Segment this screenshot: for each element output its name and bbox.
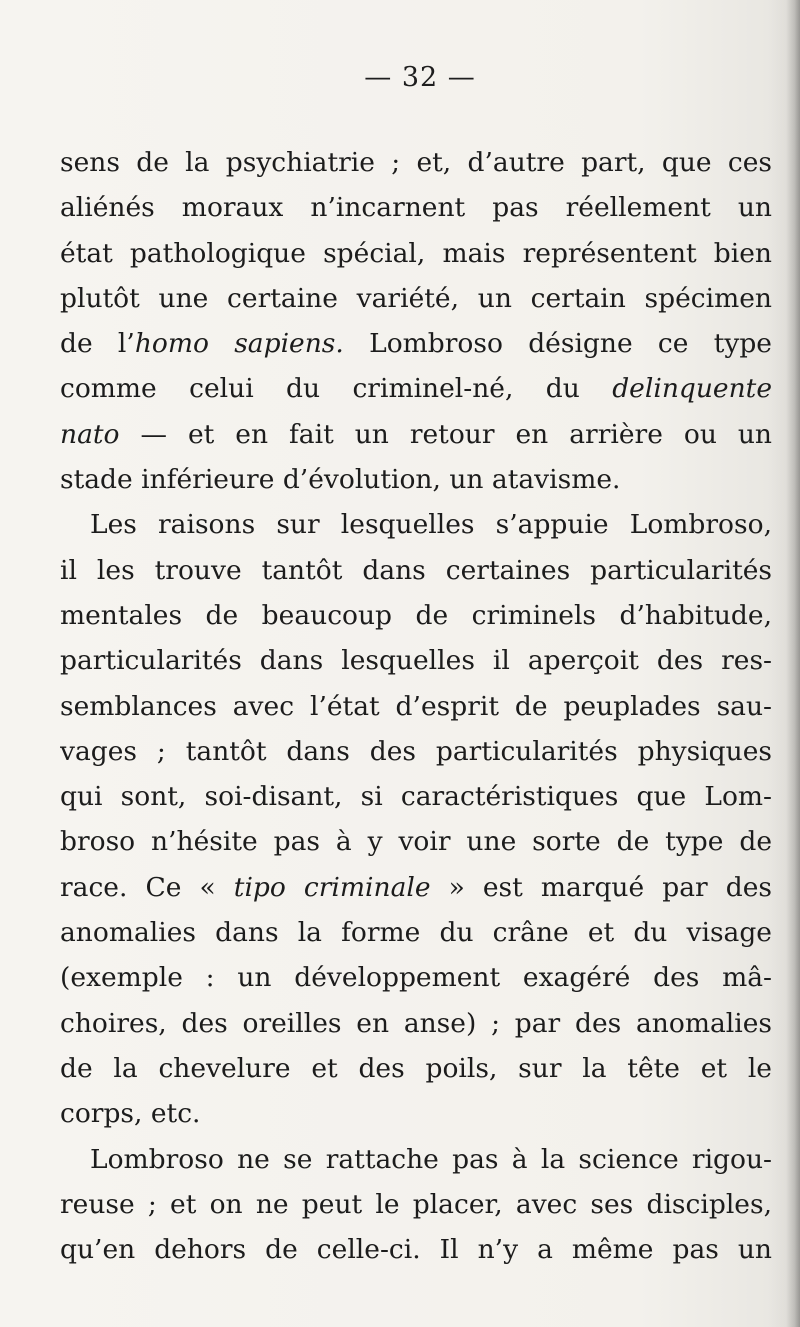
text-line: choires, des oreilles en anse) ; par des anomalies (60, 1007, 772, 1039)
page-number: — 32 — (364, 62, 476, 93)
text-line: race. Ce « tipo criminale » est marqué par des (60, 871, 772, 903)
text-line: anomalies dans la forme du crâne et du visage (60, 917, 772, 949)
text-line: particularités dans lesquelles il aperçoit des res- (60, 645, 772, 677)
text-line: aliénés moraux n’incarnent pas réellement un (60, 192, 772, 224)
text-line: comme celui du criminel-né, du delinquente (60, 373, 772, 405)
text-line: de la chevelure et des poils, sur la tête et le (60, 1052, 772, 1084)
body-text (60, 140, 772, 1272)
text-line: sens de la psychiatrie ; et, d’autre part, que ces (60, 147, 772, 178)
italic-term: delinquente (612, 373, 772, 405)
text-line: plutôt une certaine variété, un certain spécimen (60, 282, 772, 314)
italic-term: tipo criminale (233, 871, 431, 903)
italic-term: homo sapiens. (134, 328, 344, 360)
text-line: semblances avec l’état d’esprit de peuplades sau- (60, 690, 772, 722)
text-line: Lombroso ne se rattache pas à la science rigou- (90, 1143, 772, 1175)
text-line: Les raisons sur lesquelles s’appuie Lombroso, (90, 509, 772, 541)
italic-term: nato (60, 418, 120, 450)
text-line: stade inférieure d’évolution, un atavisme. (60, 464, 621, 496)
text-line: mentales de beaucoup de criminels d’habitude, (60, 599, 772, 631)
text-line: qui sont, soi-disant, si caractéristiques que Lom- (60, 781, 772, 813)
text-line: qu’en dehors de celle-ci. Il n’y a même pas un (60, 1234, 772, 1266)
text-line: reuse ; et on ne peut le placer, avec ses disciples, (60, 1188, 772, 1220)
text-line: de l’homo sapiens. Lombroso désigne ce type (60, 328, 772, 360)
text-line: broso n’hésite pas à y voir une sorte de type de (60, 826, 772, 858)
text-line: il les trouve tantôt dans certaines particularités (60, 554, 772, 586)
text-line: (exemple : un développement exagéré des mâ- (60, 962, 772, 994)
text-line: nato — et en fait un retour en arrière ou un (60, 418, 772, 450)
text-line: corps, etc. (60, 1098, 201, 1130)
text-line: état pathologique spécial, mais représentent bien (60, 237, 772, 269)
text-line: vages ; tantôt dans des particularités physiques (60, 735, 772, 767)
